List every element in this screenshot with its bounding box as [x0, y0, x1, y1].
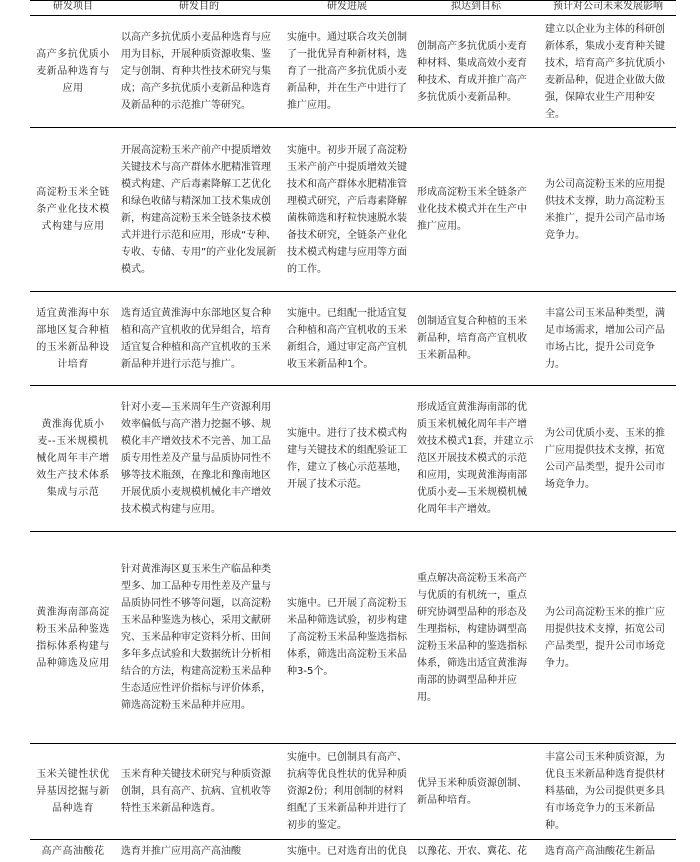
impact-cell: 丰富公司玉米种质资源，为优良玉米新品种选育提供材料基础，为公司提供更多具有市场竞争力的玉米新品种。	[540, 744, 676, 840]
progress-cell: 实施中。通过联合攻关创制了一批优异育种新材料，选育了一批高产多抗优质小麦新品种，并在生产中进行了推广应用。	[282, 16, 412, 128]
purpose-cell: 针对小麦—玉米周年生产资源利用效率偏低与高产潜力挖掘不够、规模化丰产增效技术不完善、加工品质专用性差及产量与品质协同性不够等技术瓶颈，在豫北和豫南地区开展优质小麦规模机械化丰产增效技术模式构建与应用。	[116, 386, 282, 532]
target-cell: 形成高淀粉玉米全链条产业化技术模式并在生产中推广应用。	[412, 128, 540, 292]
impact-cell: 选育高产高油酸花生新品	[540, 840, 676, 862]
project-name-cell: 高产多抗优质小麦新品种选育与应用	[30, 16, 116, 128]
table-row	[30, 16, 676, 128]
progress-cell: 实施中。初步开展了高淀粉玉米产前产中提质增效关键技术和高产群体水肥精准管理模式研究，产后毒素降解菌株筛选和籽粒快速脱水装备技术研究，全链条产业化技术模式构建与应用等方面的工作。	[282, 128, 412, 292]
table-header-row	[30, 1, 676, 16]
progress-cell: 实施中。已组配一批适宜复合种植和高产宜机收的玉米新组合，通过审定高产宜机收玉米新品种1个。	[282, 292, 412, 386]
table-row	[30, 292, 676, 386]
impact-cell: 为公司优质小麦、玉米的推广应用提供技术支撑，拓宽公司产品类型，提升公司市场竞争力。	[540, 386, 676, 532]
project-name-cell: 黄淮海优质小麦--玉米规模机械化周年丰产增效生产技术体系集成与示范	[30, 386, 116, 532]
purpose-cell: 开展高淀粉玉米产前产中提质增效关键技术与高产群体水肥精准管理模式构建、产后毒素降解工艺优化和绿色收储与精深加工技术集成创新，构建高淀粉玉米全链条技术模式并进行示范和应用，形成“专种、专收、专储、专用”的产业化发展新模式。	[116, 128, 282, 292]
target-cell: 以豫花、开农、冀花、花	[412, 840, 540, 862]
project-name-cell: 适宜黄淮海中东部地区复合种植的玉米新品种设计培育	[30, 292, 116, 386]
header-purpose: 研发目的	[116, 1, 282, 16]
header-target: 拟达到目标	[412, 1, 540, 16]
table-row	[30, 128, 676, 292]
header-impact: 预计对公司未来发展影响	[540, 1, 676, 16]
project-name-cell: 高产高油酸花	[30, 840, 116, 862]
table-row	[30, 532, 676, 744]
impact-cell: 建立以企业为主体的科研创新体系，集成小麦育种关键技术，培育高产多抗优质小麦新品种，促进企业做大做强，保障农业生产用种安全。	[540, 16, 676, 128]
progress-cell: 实施中。已创制具有高产、抗病等优良性状的优异种质资源2份；利用创制的材料组配了玉米新品种并进行了初步的鉴定。	[282, 744, 412, 840]
header-project: 研发项目	[30, 1, 116, 16]
table-row	[30, 744, 676, 840]
progress-cell: 实施中。已对选育出的优良	[282, 840, 412, 862]
purpose-cell: 以高产多抗优质小麦品种选育与应用为目标，开展种质资源收集、鉴定与创制、育种共性技术研究与集成；高产多抗优质小麦新品种选育及新品种的示范推广等研究。	[116, 16, 282, 128]
target-cell: 优异玉米种质资源创制、新品种培育。	[412, 744, 540, 840]
target-cell: 形成适宜黄淮海南部的优质玉米机械化周年丰产增效技术模式1套，并建立示范区开展技术模式的示范和应用，实现黄淮海南部优质小麦—玉米规模机械化周年丰产增效。	[412, 386, 540, 532]
progress-cell: 实施中。已开展了高淀粉玉米品种筛选试验，初步构建了高淀粉玉米品种鉴选指标体系，筛选出高淀粉玉米品种3-5个。	[282, 532, 412, 744]
research-projects-table	[30, 0, 676, 862]
progress-cell: 实施中。进行了技术模式构建与关键技术的组配验证工作，建立了核心示范基地，开展了技术示范。	[282, 386, 412, 532]
table-row	[30, 840, 676, 862]
target-cell: 重点解决高淀粉玉米高产与优质的有机统一，重点研究协调型品种的形态及生理指标，构建协调型高淀粉玉米品种的鉴选指标体系，筛选出适宜黄淮海南部的协调型品种并应用。	[412, 532, 540, 744]
project-name-cell: 高淀粉玉米全链条产业化技术模式构建与应用	[30, 128, 116, 292]
purpose-cell: 选育并推广应用高产高油酸	[116, 840, 282, 862]
project-name-cell: 玉米关键性状优异基因挖掘与新品种选育	[30, 744, 116, 840]
purpose-cell: 玉米育种关键技术研究与种质资源创制，具有高产、抗病、宜机收等特性玉米新品种选育。	[116, 744, 282, 840]
purpose-cell: 针对黄淮海区夏玉米生产临品种类型多、加工品种专用性差及产量与品质协同性不够等问题，以高淀粉玉米品种鉴选为核心，采用文献研究、玉米品种审定资料分析、田间多年多点试验和大数据统计分析相结合的方法，构建高淀粉玉米品种生态适应性评价指标与评价体系，筛选高淀粉玉米品种并应用。	[116, 532, 282, 744]
impact-cell: 丰富公司玉米品种类型，满足市场需求，增加公司产品市场占比，提升公司竞争力。	[540, 292, 676, 386]
impact-cell: 为公司高淀粉玉米的推广应用提供技术支撑，拓宽公司产品类型，提升公司市场竞争力。	[540, 532, 676, 744]
table-row	[30, 386, 676, 532]
header-progress: 研发进展	[282, 1, 412, 16]
project-name-cell: 黄淮海南部高淀粉玉米品种鉴选指标体系构建与品种筛选及应用	[30, 532, 116, 744]
target-cell: 创制适宜复合种植的玉米新品种，培育高产宜机收玉米新品种。	[412, 292, 540, 386]
purpose-cell: 选育适宜黄淮海中东部地区复合种植和高产宜机收的优异组合，培育适宜复合种植和高产宜机收的玉米新品种并进行示范与推广。	[116, 292, 282, 386]
impact-cell: 为公司高淀粉玉米的应用提供技术支撑，助力高淀粉玉米推广，提升公司产品市场竞争力。	[540, 128, 676, 292]
target-cell: 创制高产多抗优质小麦育种材料、集成高效小麦育种技术、育成并推广高产多抗优质小麦新品种。	[412, 16, 540, 128]
